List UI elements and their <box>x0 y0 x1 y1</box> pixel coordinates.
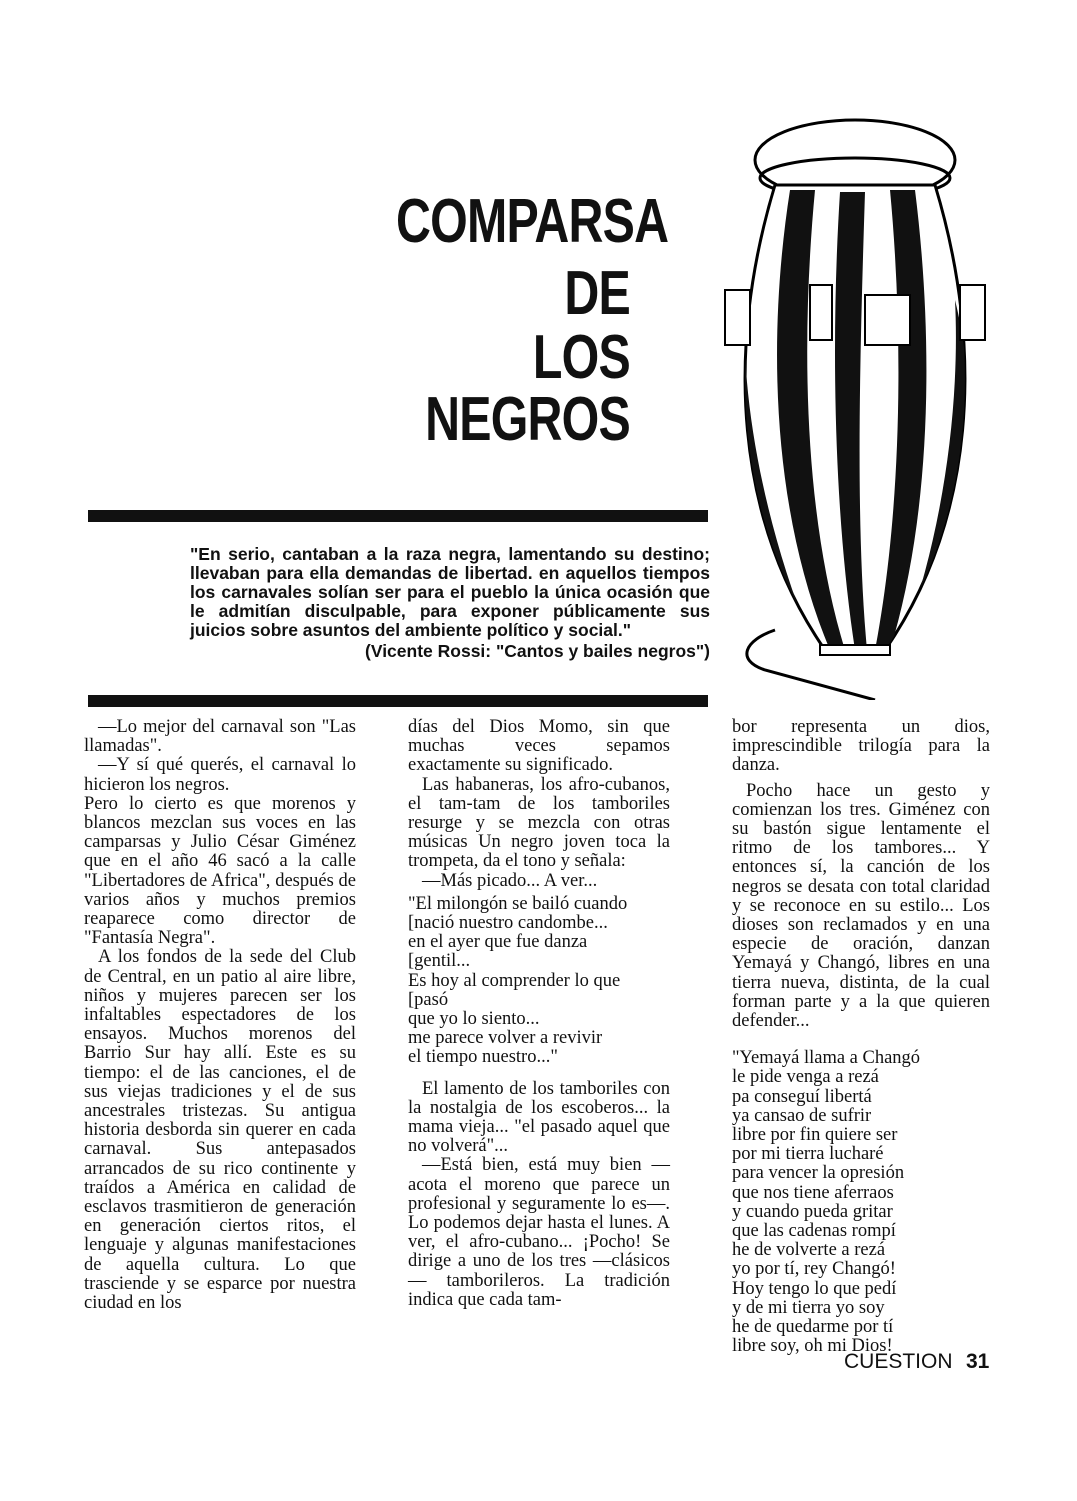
title-line-4: NEGROS <box>425 385 630 454</box>
bottom-rule <box>88 695 708 707</box>
col1-paragraph-1: —Lo mejor del carnaval son "Las llamadas". <box>84 717 356 757</box>
col2-paragraph-1: días del Dios Momo, sin que muchas veces sepamos exactamente su significado. <box>408 717 670 776</box>
col1-paragraph-2: —Y sí qué querés, el carnaval lo hicieron los negros. <box>84 755 356 795</box>
col3-paragraph-1: bor representa un dios, imprescindible trilogía para la danza. <box>732 717 990 776</box>
page-number: 31 <box>966 1350 990 1373</box>
quote-text: "En serio, cantaban a la raza negra, lamentando su destino; llevaban para ella demandas de libertad. en aquellos tiempos los carnavales solían ser para el pueblo la única ocasión que le admitían disculpable, para exponer públicamente sus juicios sobre asuntos del ambiente político y social." <box>190 544 710 640</box>
quote-attribution: (Vicente Rossi: "Cantos y bailes negros") <box>365 641 710 661</box>
col2-paragraph-4: El lamento de los tamboriles con la nostalgia de los escoberos... la mama vieja... "el pasado aquel que no volverá"... <box>408 1078 670 1157</box>
col1-paragraph-4: A los fondos de la sede del Club de Central, en un patio al aire libre, niños y mujeres parecen ser los infaltables espectadores de los ensayos. Muchos morenos del Barrio Sur hay allí. Este es su tiempo: el de las canciones, el de sus viejas tradiciones y el de sus ancestrales tristezas. Su antigua historia desborda sin querer en cada carnaval. Sus antepasados arrancados de su rico continente y traídos a América en calidad de esclavos trasmitieron de generación en generación ciertos ritos, el lenguaje y algunas manifestaciones de aquella cultura. Lo que trasciende y se esparce por nuestra ciudad en los <box>84 947 356 1314</box>
col2-song: "El milongón se bailó cuando [nació nuestro candombe... en el ayer que fue danza [gentil... Es hoy al comprender lo que [pasó que yo lo siento... me parece volver a revivir el tiempo nuestro..." <box>408 893 628 1068</box>
conga-drum-icon <box>705 100 1005 700</box>
column-1 <box>84 718 356 1313</box>
top-rule <box>88 510 708 522</box>
col2-paragraph-3: —Más picado... A ver... <box>422 870 598 891</box>
column-3 <box>732 718 990 1357</box>
col2-paragraph-5: —Está bien, está muy bien —acota el moreno que parece un profesional y seguramente lo es—. Lo podemos dejar hasta el lunes. A ver, el afro-cubano... ¡Pocho! Se dirige a uno de los tres —clásicos— tamborileros. La tradición indica que cada tam- <box>408 1155 670 1310</box>
col1-paragraph-3: Pero lo cierto es que morenos y blancos mezclan sus voces en las camparsas y Julio César Giménez que en el año 46 sacó a la calle "Libertadores de Africa", después de varios años y muchos premios reaparece como director de "Fantasía Negra". <box>84 793 356 949</box>
title-line-1: COMPARSA <box>396 187 669 256</box>
title-line-2: DE <box>564 259 630 328</box>
col3-paragraph-2: Pocho hace un gesto y comienzan los tres. Giménez con su bastón sigue lentamente el ritmo de los tambores... Y entonces sí, la canción de los negros se desata con total claridad y se reconoce en su estilo... Los dioses son reclamados y en una especie de oración, danzan Yemayá y Changó, libres en una tierra nueva, distinta, de la cual forman parte y a la que quieren defender... <box>732 780 990 1032</box>
col2-paragraph-2: Las habaneras, los afro-cubanos, el tam-tam de los tamboriles resurge y se mezcla con otras músicas Un negro joven toca la trompeta, da el tono y señala: <box>408 774 670 872</box>
magazine-name: CUESTION <box>844 1350 953 1373</box>
title-line-3: LOS <box>532 323 630 392</box>
epigraph-quote <box>190 545 710 661</box>
column-2 <box>408 718 670 1310</box>
col3-poem: "Yemayá llama a Changó le pide venga a rezá pa conseguí libertá ya cansao de sufrir libre por fin quiere ser por mi tierra lucharé para vencer la opresión que nos tiene aferraos y cuando pueda gritar que las cadenas rompí he de volverte a rezá yo por tí, rey Changó! Hoy tengo lo que pedí y de mi tierra yo soy he de quedarme por tí libre soy, oh mi Dios! <box>732 1048 921 1357</box>
